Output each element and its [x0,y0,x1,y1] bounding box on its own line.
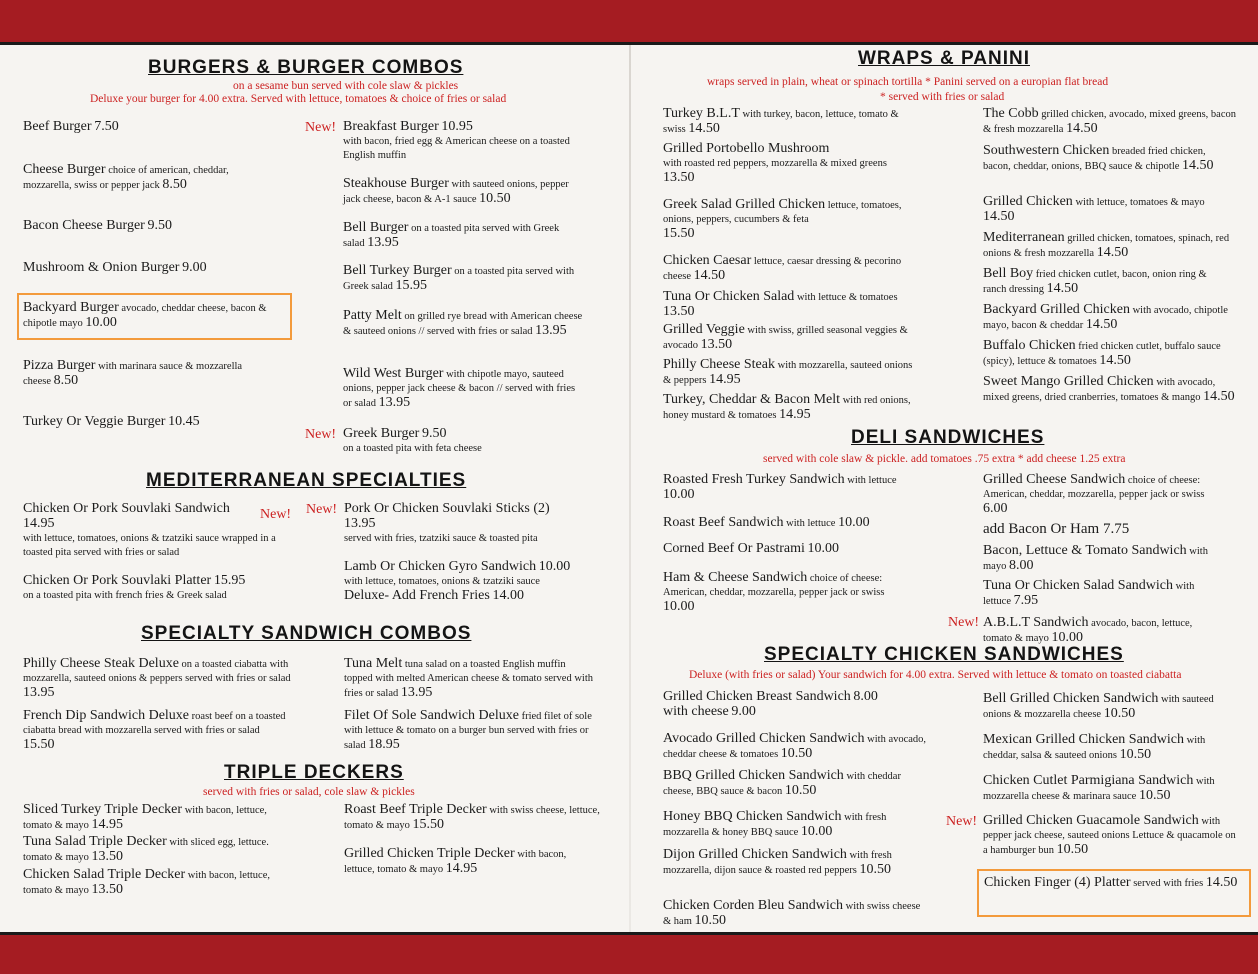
menu-item: Grilled Veggie with swiss, grilled seasonal veggies & avocado 13.50 [663,322,908,352]
menu-item: Chicken Finger (4) Platter served with fries 14.50 [984,875,1238,890]
menu-item: A.B.L.T Sandwich avocado, bacon, lettuce, tomato & mayo 10.00 [983,615,1193,645]
menu-item: Tuna Melt tuna salad on a toasted English muffin topped with melted American cheese & tomato served with fries or salad 13.95 [344,656,594,700]
menu-item: Bell Grilled Chicken Sandwich with sauteed onions & mozzarella cheese 10.50 [983,691,1214,721]
menu-item: Corned Beef Or Pastrami 10.00 [663,541,840,556]
menu-item: Chicken Caesar lettuce, caesar dressing & pecorino cheese 14.50 [663,253,902,283]
menu-item: Breakfast Burger 10.95 with bacon, fried egg & American cheese on a toasted English muffin [343,119,570,161]
menu-item: French Dip Sandwich Deluxe roast beef on a toasted ciabatta bread with mozzarella served with fries or salad 15.50 [23,708,286,752]
menu-item: Tuna Or Chicken Salad Sandwich with lettuce 7.95 [983,578,1195,608]
menu-item: Avocado Grilled Chicken Sandwich with avocado, cheddar cheese & tomatoes 10.50 [663,731,927,761]
burgers-sub2: Deluxe your burger for 4.00 extra. Served with lettuce, tomatoes & choice of fries or salad [90,93,507,105]
page-fold [629,45,631,932]
menu-item: The Cobb grilled chicken, avocado, mixed greens, bacon & fresh mozzarella 14.50 [983,106,1236,136]
menu-item: add Bacon Or Ham 7.75 [983,521,1130,537]
menu-item: Grilled Cheese Sandwich choice of cheese: American, cheddar, mozzarella, pepper jack or swiss 6.00 [983,472,1205,516]
menu-item: Ham & Cheese Sandwich choice of cheese: American, cheddar, mozzarella, pepper jack or swiss 10.00 [663,570,885,614]
combos-heading: SPECIALTY SANDWICH COMBOS [141,623,472,644]
menu-item: Cheese Burger choice of american, cheddar, mozzarella, swiss or pepper jack 8.50 [23,162,229,192]
deli-heading: DELI SANDWICHES [851,427,1045,448]
menu-item: Chicken Salad Triple Decker with bacon, lettuce, tomato & mayo 13.50 [23,867,270,897]
menu-item: Steakhouse Burger with sauteed onions, pepper jack cheese, bacon & A-1 sauce 10.50 [343,176,569,206]
triple-sub: served with fries or salad, cole slaw & pickles [203,786,415,798]
menu-item: Bell Burger on a toasted pita served with Greek salad 13.95 [343,220,560,250]
menu-item: Turkey, Cheddar & Bacon Melt with red onions, honey mustard & tomatoes 14.95 [663,392,911,422]
menu-item: Grilled Chicken Triple Decker with bacon, lettuce, tomato & mayo 14.95 [344,846,567,876]
burgers-heading: BURGERS & BURGER COMBOS [148,57,464,78]
menu-item: Chicken Or Pork Souvlaki Platter 15.95 on a toasted pita with french fries & Greek salad [23,573,246,601]
menu-item: Beef Burger 7.50 [23,119,119,134]
menu-item: Bacon, Lettuce & Tomato Sandwich with mayo 8.00 [983,543,1208,573]
menu-item: Philly Cheese Steak with mozzarella, sauteed onions & peppers 14.95 [663,357,913,387]
menu-item: Mushroom & Onion Burger 9.00 [23,260,207,275]
menu-item: Dijon Grilled Chicken Sandwich with fresh mozzarella, dijon sauce & roasted red peppers 10.50 [663,847,892,877]
menu-item: Turkey B.L.T with turkey, bacon, lettuce, tomato & swiss 14.50 [663,106,899,136]
menu-item: Roast Beef Sandwich with lettuce 10.00 [663,515,870,530]
menu-item: Grilled Chicken with lettuce, tomatoes & mayo 14.50 [983,194,1205,224]
burgers-sub1: on a sesame bun served with cole slaw & pickles [233,80,459,92]
wraps-sub2: * served with fries or salad [880,91,1005,103]
menu-item: Mediterranean grilled chicken, tomatoes, spinach, red onions & fresh mozzarella 14.50 [983,230,1230,260]
wraps-sub1: wraps served in plain, wheat or spinach tortilla * Panini served on a europian flat bread [707,76,1109,88]
menu-item: Sliced Turkey Triple Decker with bacon, lettuce, tomato & mayo 14.95 [23,802,267,832]
chicken-heading: SPECIALTY CHICKEN SANDWICHES [764,644,1124,665]
menu-item: Greek Burger 9.50 on a toasted pita with feta cheese [343,426,482,454]
menu-item: Backyard Grilled Chicken with avocado, chipotle mayo, bacon & cheddar 14.50 [983,302,1228,332]
menu-item: Mexican Grilled Chicken Sandwich with cheddar, salsa & sauteed onions 10.50 [983,732,1206,762]
menu-item: Honey BBQ Chicken Sandwich with fresh mozzarella & honey BBQ sauce 10.00 [663,809,887,839]
mediterranean-heading: MEDITERRANEAN SPECIALTIES [146,470,467,491]
menu-item: Pork Or Chicken Souvlaki Sticks (2) 13.95 served with fries, tzatziki sauce & toasted pita [344,501,550,544]
menu-item: Southwestern Chicken breaded fried chicken, bacon, cheddar, onions, BBQ sauce & chipotle 14.50 [983,143,1214,173]
menu-item: Tuna Or Chicken Salad with lettuce & tomatoes 13.50 [663,289,898,319]
menu-item: Sweet Mango Grilled Chicken with avocado, mixed greens, dried cranberries, tomatoes & mango 14.50 [983,374,1235,404]
menu-item: Bell Boy fried chicken cutlet, bacon, onion ring & ranch dressing 14.50 [983,266,1207,296]
new-badge: New! [305,120,337,135]
menu-item: Roast Beef Triple Decker with swiss cheese, lettuce, tomato & mayo 15.50 [344,802,600,832]
menu-item: Bacon Cheese Burger 9.50 [23,218,172,233]
new-badge: New! [946,814,978,829]
new-badge: New! [306,502,338,517]
menu-item: Backyard Burger avocado, cheddar cheese, bacon & chipotle mayo 10.00 [23,300,267,330]
menu-item: Bell Turkey Burger on a toasted pita served with Greek salad 15.95 [343,263,575,293]
menu-item: Grilled Chicken Guacamole Sandwich with pepper jack cheese, sauteed onions Lettuce & quacamole on a hamburger bun 10.50 [983,813,1236,857]
triple-heading: TRIPLE DECKERS [224,762,404,783]
menu-item: Chicken Or Pork Souvlaki Sandwich 14.95 with lettuce, tomatoes, onions & tzatziki sauce wrapped in a toasted pita served with fries or salad [23,501,276,558]
chicken-sub: Deluxe (with fries or salad) Your sandwich for 4.00 extra. Served with lettuce & tomato on toasted ciabatta [689,669,1182,681]
new-badge: New! [305,427,337,442]
menu-item: BBQ Grilled Chicken Sandwich with cheddar cheese, BBQ sauce & bacon 10.50 [663,768,901,798]
menu-item: Wild West Burger with chipotle mayo, sauteed onions, pepper jack cheese & bacon // served with fries or salad 13.95 [343,366,576,410]
menu-item: Tuna Salad Triple Decker with sliced egg, lettuce. tomato & mayo 13.50 [23,834,269,864]
menu-item: Grilled Chicken Breast Sandwich 8.00 with cheese 9.00 [663,689,878,719]
menu-item: Filet Of Sole Sandwich Deluxe fried filet of sole with lettuce & tomato on a burger bun served with fries or salad 18.95 [344,708,592,752]
top-band [0,0,1258,45]
menu-item: Chicken Corden Bleu Sandwich with swiss cheese & ham 10.50 [663,898,921,928]
new-badge: New! [260,507,292,522]
menu-item: Pizza Burger with marinara sauce & mozzarella cheese 8.50 [23,358,243,388]
new-badge: New! [948,615,980,630]
menu-item: Buffalo Chicken fried chicken cutlet, buffalo sauce (spicy), lettuce & tomatoes 14.50 [983,338,1221,368]
menu-item: Chicken Cutlet Parmigiana Sandwich with mozzarella cheese & marinara sauce 10.50 [983,773,1215,803]
menu-item: Lamb Or Chicken Gyro Sandwich 10.00 with lettuce, tomatoes, onions & tzatziki sauce Deluxe- Add French Fries 14.00 [344,559,571,603]
bottom-band [0,932,1258,974]
wraps-heading: WRAPS & PANINI [858,48,1030,69]
menu-item: Philly Cheese Steak Deluxe on a toasted ciabatta with mozzarella, sauteed onions & peppers served with fries or salad 13.95 [23,656,291,700]
menu-item: Greek Salad Grilled Chicken lettuce, tomatoes, onions, peppers, cucumbers & feta 15.50 [663,197,902,241]
menu-item: Turkey Or Veggie Burger 10.45 [23,414,200,429]
menu-item: Roasted Fresh Turkey Sandwich with lettuce 10.00 [663,472,897,502]
deli-sub: served with cole slaw & pickle. add tomatoes .75 extra * add cheese 1.25 extra [763,453,1126,465]
menu-item: Patty Melt on grilled rye bread with American cheese & sauteed onions // served with fries or salad 13.95 [343,308,583,338]
menu-item: Grilled Portobello Mushroom with roasted red peppers, mozzarella & mixed greens 13.50 [663,141,887,185]
